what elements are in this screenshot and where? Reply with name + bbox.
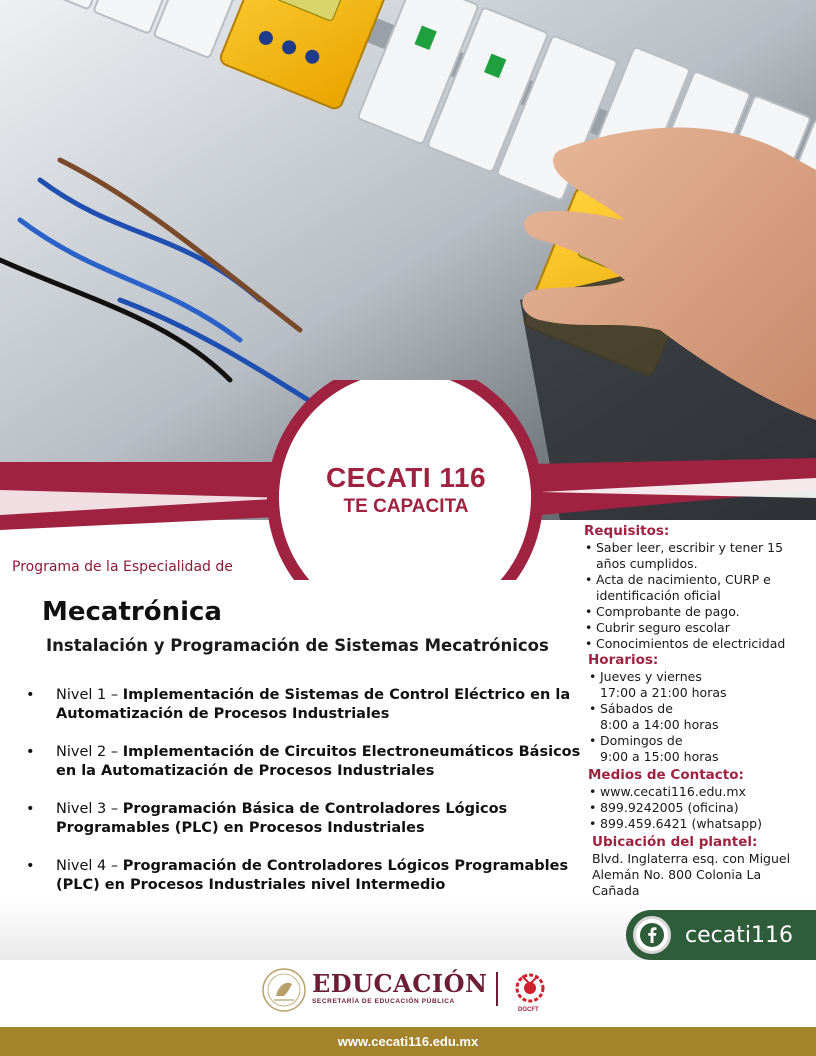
facebook-icon bbox=[633, 916, 671, 954]
education-wordmark: EDUCACIÓN bbox=[312, 969, 488, 998]
badge-subtitle: TE CAPACITA bbox=[343, 496, 469, 517]
logo-divider bbox=[496, 972, 498, 1006]
horario-hours: 9:00 a 15:00 horas bbox=[600, 749, 719, 764]
horario-days: • Sábados de bbox=[588, 701, 816, 717]
level-prefix: Nivel 4 – bbox=[56, 858, 123, 874]
bullet: • bbox=[26, 687, 35, 703]
dgcft-label: DGCFT bbox=[518, 1007, 539, 1013]
footer-url-link[interactable]: www.cecati116.edu.mx bbox=[0, 1027, 816, 1056]
program-name: Mecatrónica bbox=[42, 597, 222, 627]
bullet: • bbox=[26, 744, 35, 760]
horario-hours: 17:00 a 21:00 horas bbox=[600, 685, 727, 700]
contact-whatsapp-phone[interactable]: • 899.459.6421 (whatsapp) bbox=[588, 816, 816, 832]
facebook-link[interactable] bbox=[626, 910, 816, 960]
logo-row bbox=[0, 960, 816, 1026]
level-prefix: Nivel 2 – bbox=[56, 744, 123, 760]
requisitos-list bbox=[584, 540, 816, 652]
levels-list bbox=[22, 686, 582, 914]
address-line: Alemán No. 800 Colonia La bbox=[592, 867, 762, 882]
bullet: • bbox=[26, 858, 35, 874]
address-line: Blvd. Inglaterra esq. con Miguel bbox=[592, 851, 791, 866]
requisito-item: • Saber leer, escribir y tener 15 años cumplidos. bbox=[584, 540, 816, 572]
bullet: • bbox=[26, 801, 35, 817]
requisito-item: • Comprobante de pago. bbox=[584, 604, 816, 620]
requisitos-heading: Requisitos: bbox=[584, 523, 670, 539]
level-item bbox=[22, 800, 582, 838]
dgcft-logo-icon bbox=[513, 970, 547, 1006]
level-item bbox=[22, 743, 582, 781]
requisito-item: • Conocimientos de electricidad bbox=[584, 636, 816, 652]
program-subtitle: Instalación y Programación de Sistemas Mecatrónicos bbox=[46, 636, 549, 655]
contacto-list bbox=[584, 784, 816, 832]
requisito-item: • Cubrir seguro escolar bbox=[584, 620, 816, 636]
level-prefix: Nivel 1 – bbox=[56, 687, 123, 703]
contact-website-link[interactable]: • www.cecati116.edu.mx bbox=[588, 784, 816, 800]
level-title: Implementación de Circuitos Electroneumáticos Básicos en la Automatización de Procesos Industriales bbox=[56, 744, 581, 779]
badge-title: CECATI 116 bbox=[325, 462, 487, 493]
facebook-handle: cecati116 bbox=[685, 922, 793, 948]
contacto-heading: Medios de Contacto: bbox=[588, 767, 744, 783]
level-item bbox=[22, 857, 582, 895]
horario-days: • Jueves y viernes bbox=[588, 669, 816, 685]
education-subtitle: SECRETARÍA DE EDUCACIÓN PÚBLICA bbox=[312, 998, 455, 1005]
info-column bbox=[584, 523, 816, 915]
level-item bbox=[22, 686, 582, 724]
horarios-heading: Horarios: bbox=[588, 652, 659, 668]
requisito-item: • Acta de nacimiento, CURP e identificación oficial bbox=[584, 572, 816, 604]
address-line: Cañada bbox=[592, 883, 640, 898]
level-title: Implementación de Sistemas de Control Eléctrico en la Automatización de Procesos Industriales bbox=[56, 687, 571, 722]
level-title: Programación Básica de Controladores Lógicos Programables (PLC) en Procesos Industriales bbox=[56, 801, 508, 836]
horario-hours: 8:00 a 14:00 horas bbox=[600, 717, 719, 732]
contact-office-phone[interactable]: • 899.9242005 (oficina) bbox=[588, 800, 816, 816]
horario-days: • Domingos de bbox=[588, 733, 816, 749]
level-prefix: Nivel 3 – bbox=[56, 801, 123, 817]
level-title: Programación de Controladores Lógicos Programables (PLC) en Procesos Industriales nivel Intermedio bbox=[56, 858, 569, 893]
program-intro: Programa de la Especialidad de bbox=[12, 559, 233, 575]
horarios-list bbox=[584, 669, 816, 765]
mexico-seal-icon bbox=[262, 966, 306, 1014]
ubicacion-heading: Ubicación del plantel: bbox=[592, 834, 758, 850]
